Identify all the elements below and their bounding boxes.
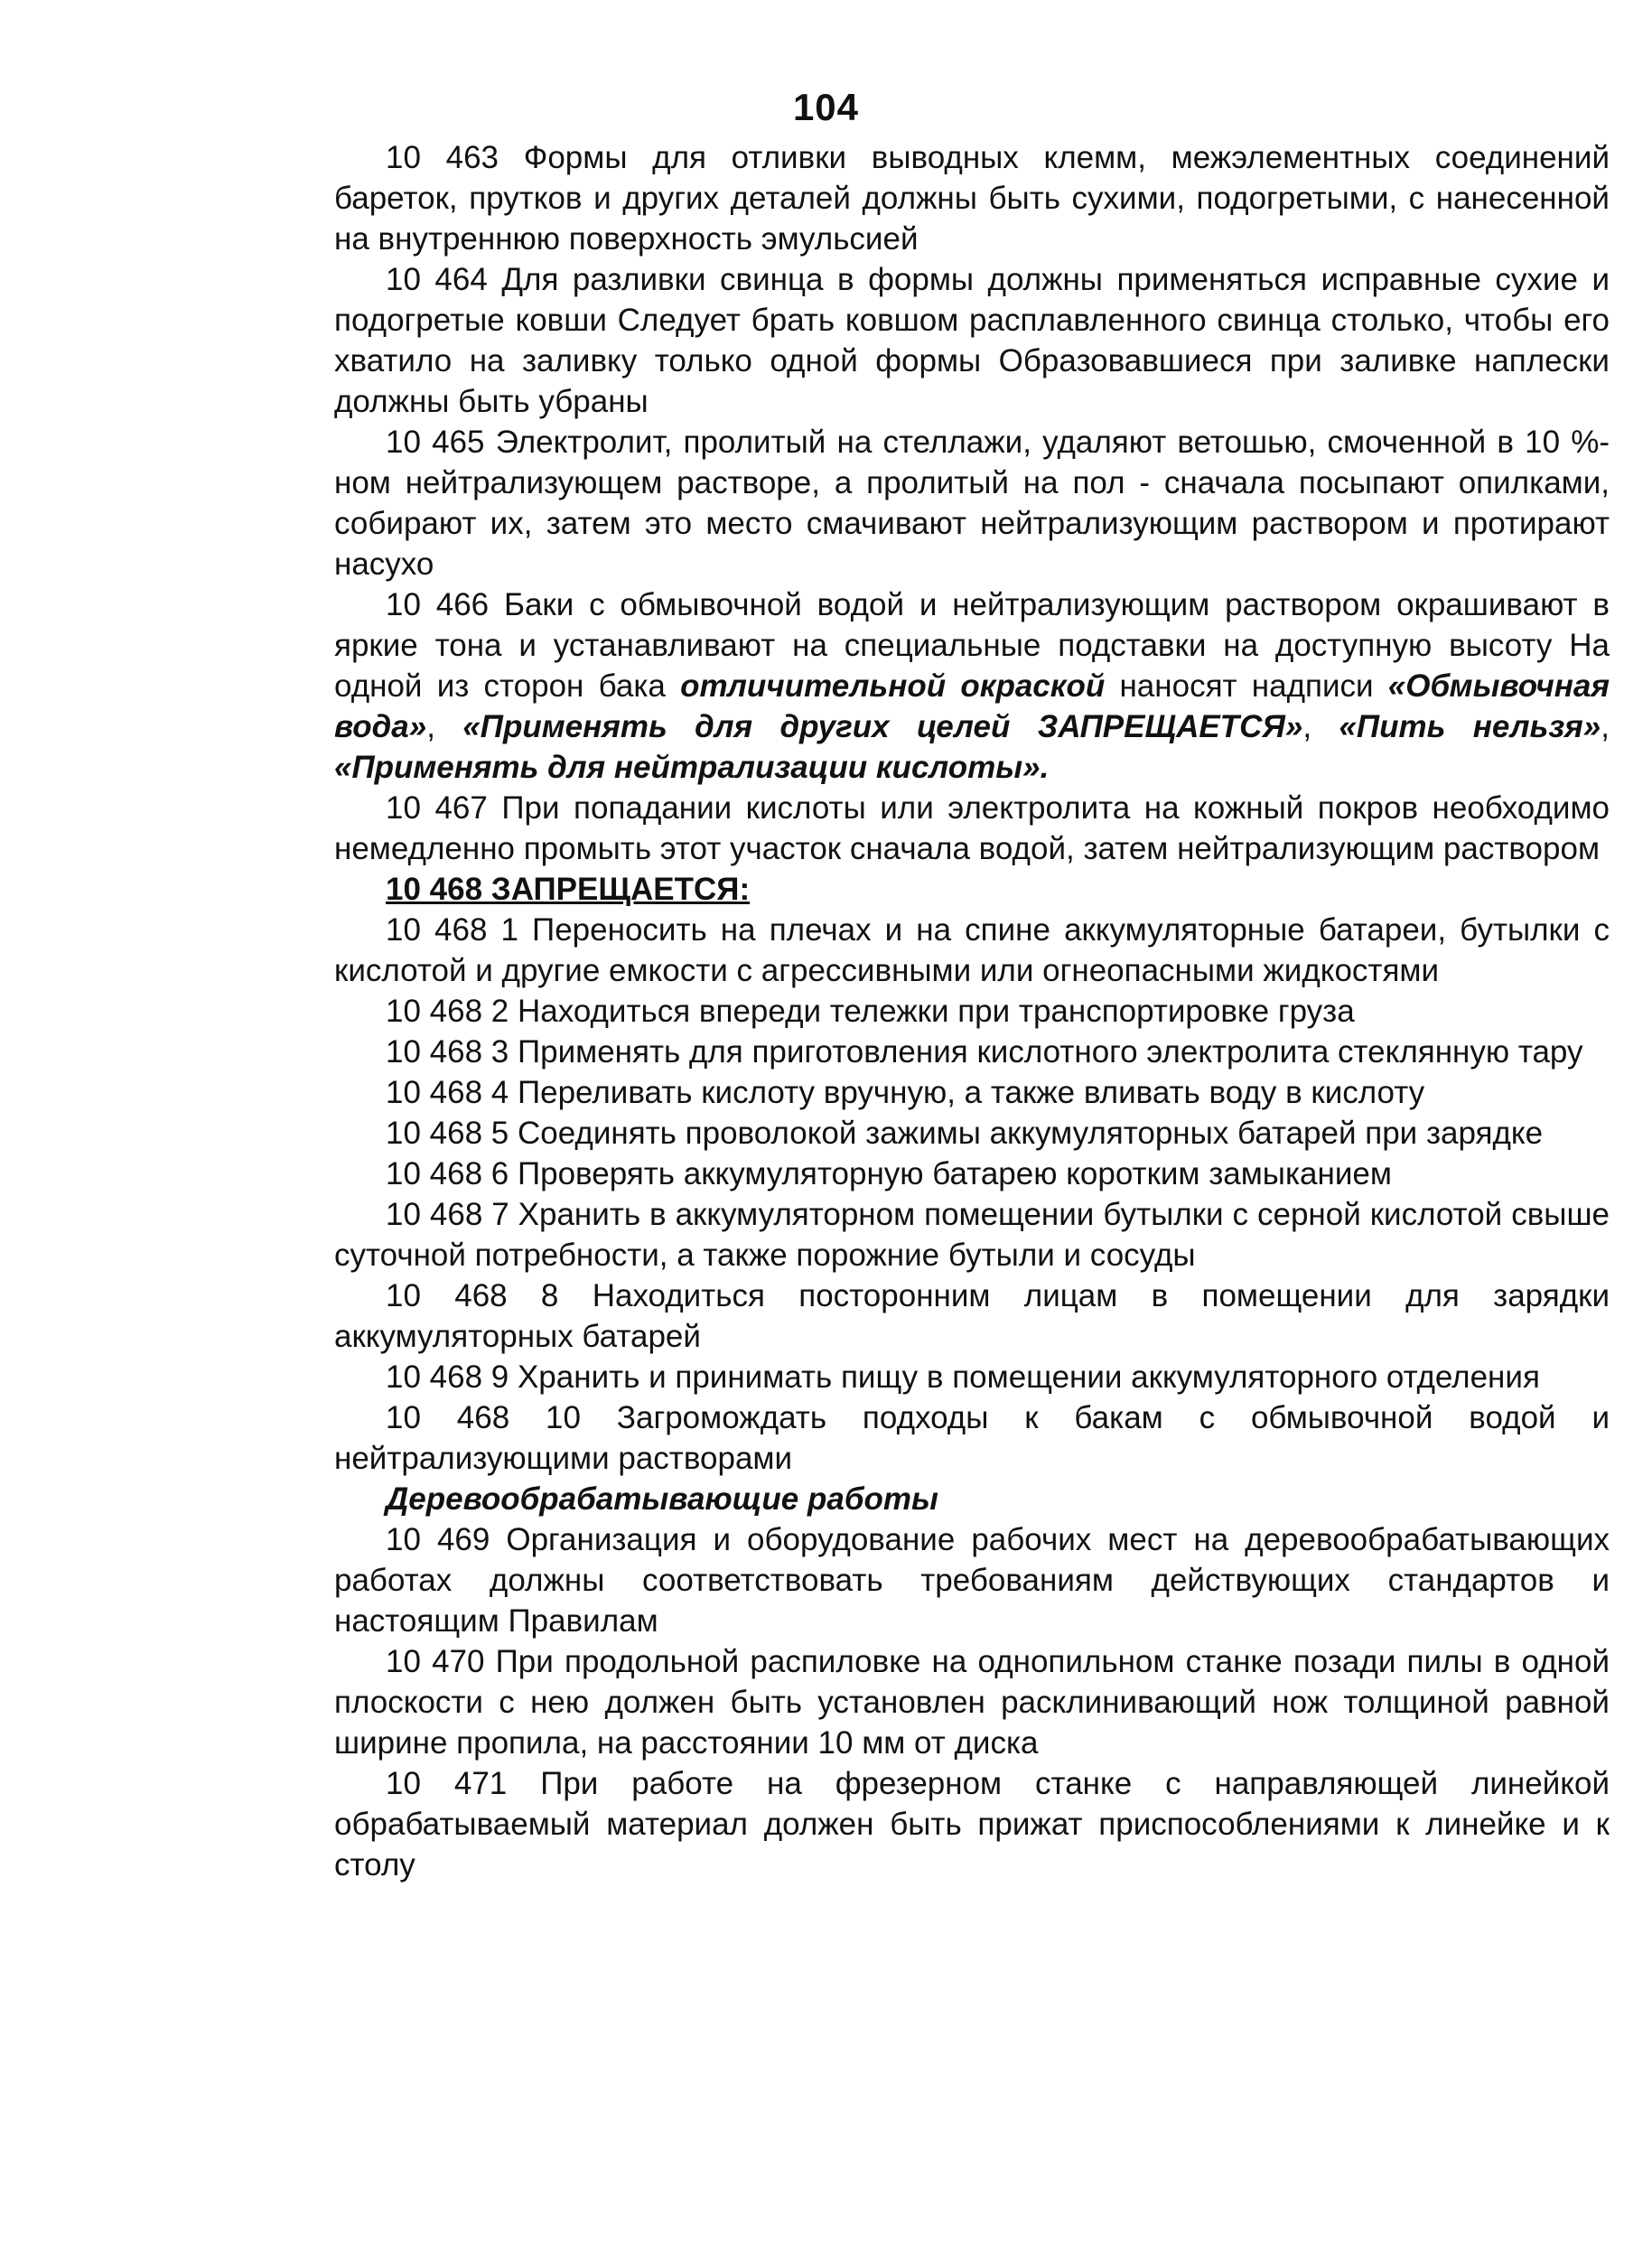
paragraph-10-468-6: 10 468 6 Проверять аккумуляторную батарею коротким замыканием bbox=[386, 1156, 1392, 1191]
paragraph-10-468-7: 10 468 7 Хранить в аккумуляторном помещении бутылки с серной кислотой свыше суточной потребности, а также порожние бутыли и сосуды bbox=[334, 1197, 1610, 1273]
label-rinse-water: «Обмывочная вода» bbox=[334, 668, 1610, 744]
paragraph-10-463: 10 463 Формы для отливки выводных клемм, межэлементных соединений бареток, прутков и других деталей должны быть сухими, подогретыми, с нанесенной на внутреннюю поверхность эмульсией bbox=[334, 140, 1610, 257]
paragraph-10-468-4: 10 468 4 Переливать кислоту вручную, а также вливать воду в кислоту bbox=[386, 1075, 1425, 1110]
paragraph-10-465: 10 465 Электролит, пролитый на стеллажи, удаляют ветошью, смоченной в 10 %-ном нейтрализующем растворе, а пролитый на пол - сначала посыпают опилками, собирают их, затем это место смачивают нейтрализующим раствором и протирают насухо bbox=[334, 425, 1610, 582]
paragraph-10-468-2: 10 468 2 Находиться впереди тележки при транспортировке груза bbox=[386, 994, 1355, 1029]
label-other-use-prohibited: «Применять для других целей ЗАПРЕЩАЕТСЯ» bbox=[462, 709, 1303, 744]
paragraph-10-469: 10 469 Организация и оборудование рабочих мест на деревообрабатывающих работах должны соответствовать требованиям действующих стандартов и настоящим Правилам bbox=[334, 1522, 1610, 1639]
paragraph-10-471: 10 471 При работе на фрезерном станке с направляющей линейкой обрабатываемый материал должен быть прижат приспособлениями к линейке и к столу bbox=[334, 1766, 1610, 1883]
paragraph-10-468-3: 10 468 3 Применять для приготовления кислотного электролита стеклянную тару bbox=[386, 1034, 1583, 1070]
paragraph-10-467: 10 467 При попадании кислоты или электролита на кожный покров необходимо немедленно промыть этот участок сначала водой, затем нейтрализующим раствором bbox=[334, 790, 1610, 866]
label-acid-neutralization: «Применять для нейтрализации кислоты». bbox=[334, 750, 1050, 785]
paragraph-10-464: 10 464 Для разливки свинца в формы должны применяться исправные сухие и подогретые ковши Следует брать ковшом расплавленного свинца столько, чтобы его хватило на заливку только одной формы Образовавшиеся при заливке наплески должны быть убраны bbox=[334, 262, 1610, 419]
page-number: 104 bbox=[792, 86, 860, 128]
paragraph-10-466 bbox=[334, 584, 1610, 788]
paragraph-10-468-9: 10 468 9 Хранить и принимать пищу в помещении аккумуляторного отделения bbox=[386, 1359, 1540, 1395]
section-title-woodworking: Деревообрабатывающие работы bbox=[386, 1481, 938, 1517]
separator-2: , bbox=[1302, 709, 1339, 744]
paragraph-10-470: 10 470 При продольной распиловке на однопильном станке позади пилы в одной плоскости с нею должен быть установлен расклинивающий нож толщиной равной ширине пропила, на расстоянии 10 мм от диска bbox=[334, 1644, 1610, 1761]
separator-1: , bbox=[426, 709, 463, 744]
page-content bbox=[334, 137, 1610, 1885]
paragraph-10-468-10: 10 468 10 Загромождать подходы к бакам с обмывочной водой и нейтрализующими растворами bbox=[334, 1400, 1610, 1476]
separator-3: , bbox=[1601, 709, 1610, 744]
paragraph-10-468-8: 10 468 8 Находиться посторонним лицам в помещении для зарядки аккумуляторных батарей bbox=[334, 1278, 1610, 1354]
paragraph-10-468-5: 10 468 5 Соединять проволокой зажимы аккумуляторных батарей при зарядке bbox=[386, 1116, 1544, 1151]
paragraph-10-466-text-2: наносят надписи bbox=[1105, 668, 1388, 704]
emphasis-distinctive-color: отличительной окраской bbox=[680, 668, 1106, 704]
heading-prohibited: 10 468 ЗАПРЕЩАЕТСЯ: bbox=[386, 872, 751, 907]
label-do-not-drink: «Пить нельзя» bbox=[1339, 709, 1601, 744]
paragraph-10-466-text-1: 10 466 Баки с обмывочной водой и нейтрализующим раствором окрашивают в яркие тона и устанавливают на специальные подставки на доступную высоту На одной из сторон бака bbox=[334, 587, 1610, 704]
paragraph-10-468-1: 10 468 1 Переносить на плечах и на спине аккумуляторные батареи, бутылки с кислотой и другие емкости с агрессивными или огнеопасными жидкостями bbox=[334, 912, 1610, 988]
